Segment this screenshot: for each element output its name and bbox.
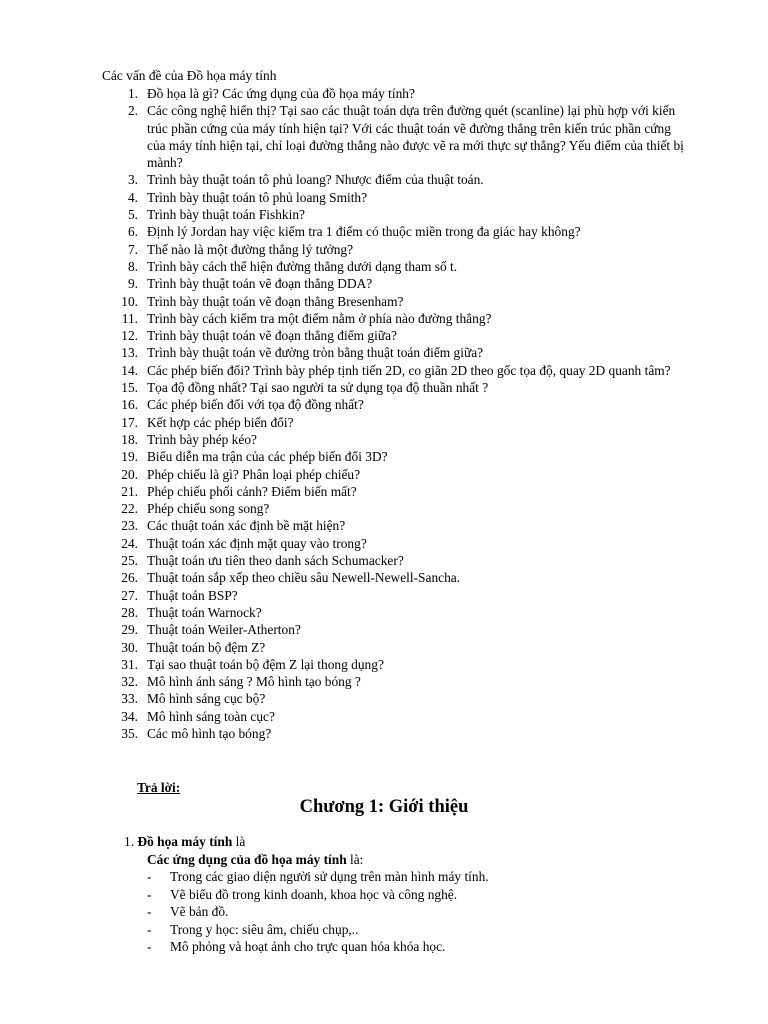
bullet-dash: - [147, 904, 152, 920]
question-item [0, 344, 768, 361]
question-item [0, 258, 768, 275]
question-number: 1. [127, 86, 138, 101]
question-text: Trình bày thuật toán vẽ đoạn thẳng điểm giữa? [147, 328, 397, 344]
question-number: 24. [121, 535, 138, 551]
question-text: Thuật toán Weiler-Atherton? [147, 622, 301, 638]
answer-1-line [124, 833, 245, 850]
question-number: 32. [121, 674, 138, 690]
answer-label: Trả lời: [137, 780, 181, 795]
bullet-dash: - [147, 939, 152, 955]
question-text: Đồ họa là gì? Các ứng dụng của đồ họa máy tính? [147, 86, 415, 101]
question-item [0, 327, 768, 344]
question-item [0, 535, 768, 552]
question-number: 30. [121, 639, 138, 655]
question-text: Các công nghệ hiển thị? Tại sao các thuật toán dựa trên đường quét (scanline) lại phù hợp với kiến trúc phần cứng của máy tính hiện tại? Với các thuật toán vẽ đường thẳng trên kiến trúc phần cứng của máy tính hiện tại, chỉ loại đường thẳng nào được vẽ ra mới thực sự thẳng? Yếu điểm của thiết bị mành? [147, 103, 684, 171]
question-item [0, 448, 768, 465]
question-number: 20. [121, 466, 138, 482]
question-item [0, 414, 768, 431]
question-text: Định lý Jordan hay việc kiểm tra 1 điểm có thuộc miền trong đa giác hay không? [147, 224, 581, 240]
question-text: Phép chiếu là gì? Phân loại phép chiếu? [147, 466, 361, 482]
question-text: Trình bày thuật toán vẽ đoạn thẳng Bresenham? [147, 293, 404, 309]
question-text: Thuật toán Warnock? [147, 604, 262, 620]
bullet-dash: - [147, 869, 152, 884]
application-text: Trong các giao diện người sử dụng trên màn hình máy tính. [170, 869, 489, 884]
question-number: 15. [121, 380, 138, 396]
question-item [0, 223, 768, 240]
answer-1-term: Đồ họa máy tính [137, 834, 233, 849]
question-number: 5. [127, 207, 138, 223]
question-number: 35. [121, 725, 138, 741]
application-text: Vẽ bản đồ. [170, 904, 229, 920]
question-text: Các phép biến đổi với tọa độ đồng nhất? [147, 397, 364, 413]
question-text: Trình bày thuật toán tô phủ loang Smith? [147, 189, 368, 205]
question-text: Thuật toán ưu tiên theo danh sách Schumacker? [147, 553, 404, 569]
question-text: Thuật toán bộ đệm Z? [147, 639, 266, 655]
question-number: 28. [121, 604, 138, 620]
answer-1-term-suffix: là [232, 834, 246, 849]
question-text: Tọa độ đồng nhất? Tại sao người ta sử dụng tọa độ thuần nhất ? [147, 380, 489, 396]
question-list [0, 85, 768, 742]
chapter-title: Chương 1: Giới thiệu [299, 797, 469, 817]
applications-suffix: là: [346, 852, 364, 867]
question-item [0, 431, 768, 448]
question-text: Trình bày cách kiểm tra một điểm nằm ở phía nào đường thẳng? [147, 310, 492, 326]
question-item [0, 725, 768, 742]
question-item [0, 396, 768, 413]
question-text: Các phép biến đổi? Trình bày phép tịnh tiến 2D, co giãn 2D theo gốc tọa độ, quay 2D quanh tâm? [147, 362, 671, 378]
application-text: Vẽ biểu đồ trong kinh doanh, khoa học và công nghệ. [170, 886, 458, 902]
application-text: Mô phỏng và hoạt ảnh cho trực quan hóa khóa học. [170, 939, 446, 955]
question-number: 8. [127, 258, 138, 274]
application-item [0, 938, 768, 956]
question-item [0, 275, 768, 292]
question-item [0, 293, 768, 310]
question-item [0, 621, 768, 638]
applications-title: Các ứng dụng của đồ họa máy tính [147, 852, 347, 867]
question-item [0, 102, 768, 171]
document-heading: Các vấn đề của Đồ họa máy tính [102, 68, 277, 83]
question-text: Trình bày cách thể hiện đường thẳng dưới dạng tham số t. [147, 258, 458, 274]
question-item [0, 189, 768, 206]
question-text: Các mô hình tạo bóng? [147, 725, 272, 741]
question-number: 23. [121, 518, 138, 534]
applications-line [147, 851, 363, 868]
question-item [0, 673, 768, 690]
question-text: Phép chiếu phối cảnh? Điểm biến mất? [147, 483, 357, 499]
question-number: 25. [121, 553, 138, 569]
application-item [0, 921, 768, 939]
question-item [0, 379, 768, 396]
question-text: Thuật toán BSP? [147, 587, 238, 603]
question-number: 13. [121, 345, 138, 361]
question-text: Thế nào là một đường thẳng lý tưởng? [147, 241, 354, 257]
question-number: 10. [121, 293, 138, 309]
question-number: 11. [121, 310, 138, 326]
question-number: 29. [121, 622, 138, 638]
application-item [0, 868, 768, 886]
question-item [0, 310, 768, 327]
question-number: 12. [121, 328, 138, 344]
question-number: 19. [121, 449, 138, 465]
question-item [0, 604, 768, 621]
question-number: 34. [121, 708, 138, 724]
question-item [0, 500, 768, 517]
question-item [0, 569, 768, 586]
question-number: 17. [121, 414, 138, 430]
question-number: 7. [127, 241, 138, 257]
question-item [0, 639, 768, 656]
question-text: Thuật toán sắp xếp theo chiều sâu Newell-Newell-Sancha. [147, 570, 461, 586]
question-text: Phép chiếu song song? [147, 501, 270, 517]
question-number: 14. [121, 362, 138, 378]
question-text: Kết hợp các phép biến đổi? [147, 414, 294, 430]
question-item [0, 552, 768, 569]
question-text: Trình bày thuật toán vẽ đoạn thẳng DDA? [147, 276, 373, 292]
question-number: 33. [121, 691, 138, 707]
question-number: 31. [121, 656, 138, 672]
question-text: Các thuật toán xác định bề mặt hiện? [147, 518, 346, 534]
question-number: 9. [127, 276, 138, 292]
question-number: 4. [127, 189, 138, 205]
applications-list [0, 868, 768, 956]
question-number: 2. [127, 103, 138, 119]
question-text: Mô hình ánh sáng ? Mô hình tạo bóng ? [147, 674, 361, 690]
question-text: Trình bày thuật toán tô phủ loang? Nhược điểm của thuật toán. [147, 172, 484, 188]
application-item [0, 903, 768, 921]
bullet-dash: - [147, 921, 152, 937]
question-number: 3. [127, 172, 138, 188]
question-item [0, 85, 768, 102]
question-text: Trình bày thuật toán Fishkin? [147, 207, 305, 223]
question-number: 18. [121, 431, 138, 447]
question-text: Trình bày thuật toán vẽ đường tròn bằng thuật toán điểm giữa? [147, 345, 484, 361]
question-text: Mô hình sáng cục bộ? [147, 691, 266, 707]
bullet-dash: - [147, 886, 152, 902]
question-number: 16. [121, 397, 138, 413]
answer-1-number: 1. [124, 834, 135, 849]
question-text: Mô hình sáng toàn cục? [147, 708, 275, 724]
question-number: 21. [121, 483, 138, 499]
question-number: 26. [121, 570, 138, 586]
question-number: 27. [121, 587, 138, 603]
question-item [0, 708, 768, 725]
question-item [0, 483, 768, 500]
question-item [0, 241, 768, 258]
application-item [0, 886, 768, 904]
question-item [0, 206, 768, 223]
question-item [0, 517, 768, 534]
question-item [0, 466, 768, 483]
question-item [0, 362, 768, 379]
question-number: 6. [127, 224, 138, 240]
question-number: 22. [121, 501, 138, 517]
question-item [0, 587, 768, 604]
application-text: Trong y học: siêu âm, chiếu chụp,.. [170, 921, 359, 937]
question-item [0, 656, 768, 673]
question-text: Tại sao thuật toán bộ đệm Z lại thong dụng? [147, 656, 384, 672]
question-text: Biểu diễn ma trận của các phép biến đổi 3D? [147, 449, 388, 465]
question-item [0, 690, 768, 707]
question-item [0, 171, 768, 188]
question-text: Trình bày phép kéo? [147, 431, 257, 447]
question-text: Thuật toán xác định mặt quay vào trong? [147, 535, 367, 551]
